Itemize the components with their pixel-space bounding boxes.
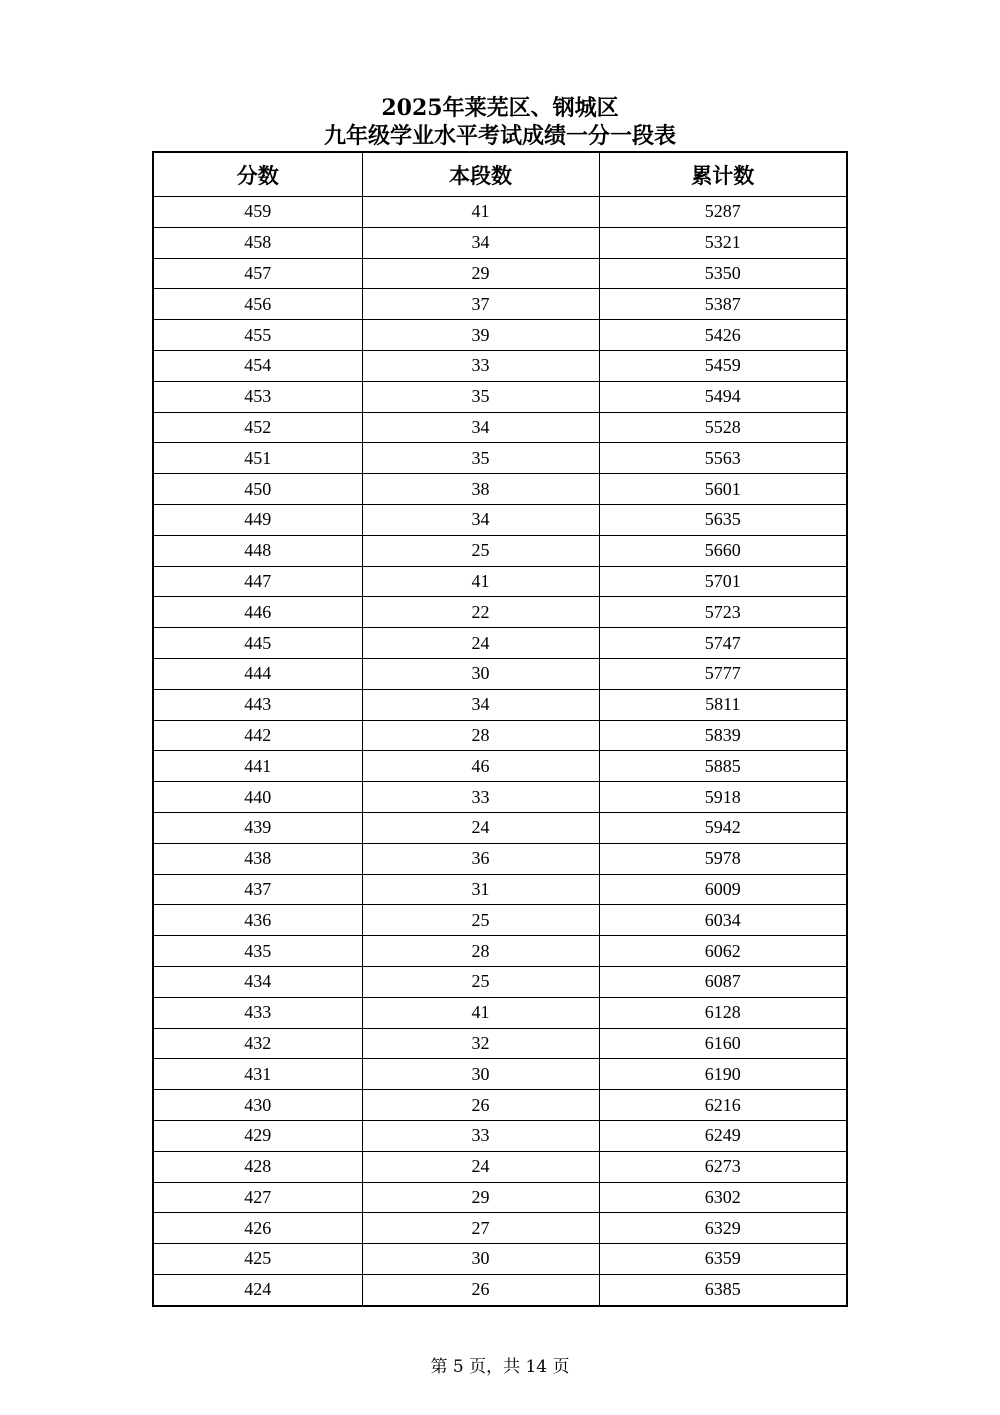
cell-cumulative-count: 6302 [599, 1182, 847, 1213]
table-row [153, 535, 847, 566]
cell-score: 455 [153, 320, 362, 351]
cell-cumulative-count: 5528 [599, 412, 847, 443]
table-row [153, 751, 847, 782]
cell-segment-count: 35 [362, 443, 599, 474]
cell-cumulative-count: 6329 [599, 1213, 847, 1244]
table-row [153, 1274, 847, 1305]
cell-score: 452 [153, 412, 362, 443]
cell-cumulative-count: 5387 [599, 289, 847, 320]
table-row [153, 812, 847, 843]
cell-segment-count: 28 [362, 720, 599, 751]
cell-cumulative-count: 6009 [599, 874, 847, 905]
table-row [153, 443, 847, 474]
cell-score: 448 [153, 535, 362, 566]
table-row [153, 320, 847, 351]
cell-score: 458 [153, 227, 362, 258]
table-header-row [153, 152, 847, 197]
cell-segment-count: 30 [362, 1244, 599, 1275]
cell-segment-count: 34 [362, 227, 599, 258]
table-row [153, 1182, 847, 1213]
cell-cumulative-count: 5459 [599, 350, 847, 381]
table-row [153, 843, 847, 874]
cell-score: 428 [153, 1151, 362, 1182]
cell-segment-count: 29 [362, 1182, 599, 1213]
table-row [153, 1090, 847, 1121]
cell-cumulative-count: 5494 [599, 381, 847, 412]
cell-segment-count: 24 [362, 1151, 599, 1182]
cell-segment-count: 37 [362, 289, 599, 320]
cell-score: 425 [153, 1244, 362, 1275]
cell-segment-count: 41 [362, 997, 599, 1028]
cell-cumulative-count: 5563 [599, 443, 847, 474]
cell-score: 454 [153, 350, 362, 381]
cell-segment-count: 38 [362, 474, 599, 505]
cell-score: 450 [153, 474, 362, 505]
cell-segment-count: 33 [362, 350, 599, 381]
cell-cumulative-count: 5660 [599, 535, 847, 566]
cell-score: 433 [153, 997, 362, 1028]
cell-score: 444 [153, 658, 362, 689]
cell-segment-count: 26 [362, 1090, 599, 1121]
table-row [153, 782, 847, 813]
cell-segment-count: 41 [362, 197, 599, 228]
cell-segment-count: 31 [362, 874, 599, 905]
cell-score: 453 [153, 381, 362, 412]
table-row [153, 381, 847, 412]
cell-segment-count: 25 [362, 535, 599, 566]
cell-score: 441 [153, 751, 362, 782]
cell-cumulative-count: 5942 [599, 812, 847, 843]
cell-cumulative-count: 6128 [599, 997, 847, 1028]
cell-score: 446 [153, 597, 362, 628]
cell-cumulative-count: 5701 [599, 566, 847, 597]
cell-score: 436 [153, 905, 362, 936]
cell-cumulative-count: 6190 [599, 1059, 847, 1090]
cell-segment-count: 26 [362, 1274, 599, 1305]
cell-segment-count: 46 [362, 751, 599, 782]
table-row [153, 1059, 847, 1090]
cell-score: 427 [153, 1182, 362, 1213]
table-row [153, 597, 847, 628]
table-row [153, 658, 847, 689]
cell-segment-count: 36 [362, 843, 599, 874]
cell-score: 449 [153, 504, 362, 535]
cell-segment-count: 34 [362, 412, 599, 443]
cell-cumulative-count: 5426 [599, 320, 847, 351]
cell-score: 439 [153, 812, 362, 843]
cell-cumulative-count: 5723 [599, 597, 847, 628]
header-segment-count: 本段数 [362, 152, 599, 197]
header-score: 分数 [153, 152, 362, 197]
document-title-line2: 九年级学业水平考试成绩一分一段表 [323, 123, 676, 149]
cell-segment-count: 35 [362, 381, 599, 412]
cell-segment-count: 32 [362, 1028, 599, 1059]
cell-score: 434 [153, 966, 362, 997]
table-row [153, 966, 847, 997]
cell-segment-count: 34 [362, 689, 599, 720]
table-row [153, 1213, 847, 1244]
score-distribution-table [152, 151, 848, 1307]
cell-segment-count: 24 [362, 628, 599, 659]
document-title-line1: 2025年莱芜区、钢城区 [381, 95, 619, 121]
cell-cumulative-count: 5839 [599, 720, 847, 751]
page-footer: 第 5 页，共 14 页 [430, 1357, 570, 1377]
table-row [153, 1120, 847, 1151]
table-row [153, 628, 847, 659]
cell-score: 443 [153, 689, 362, 720]
table-row [153, 504, 847, 535]
cell-segment-count: 41 [362, 566, 599, 597]
table-row [153, 350, 847, 381]
table-row [153, 1028, 847, 1059]
cell-segment-count: 27 [362, 1213, 599, 1244]
cell-segment-count: 34 [362, 504, 599, 535]
cell-score: 440 [153, 782, 362, 813]
table-row [153, 689, 847, 720]
cell-cumulative-count: 5811 [599, 689, 847, 720]
cell-cumulative-count: 5747 [599, 628, 847, 659]
cell-segment-count: 33 [362, 1120, 599, 1151]
cell-score: 424 [153, 1274, 362, 1305]
cell-segment-count: 30 [362, 1059, 599, 1090]
table-row [153, 905, 847, 936]
table-row [153, 566, 847, 597]
header-cumulative-count: 累计数 [599, 152, 847, 197]
cell-segment-count: 28 [362, 936, 599, 967]
cell-segment-count: 25 [362, 905, 599, 936]
cell-cumulative-count: 6160 [599, 1028, 847, 1059]
cell-score: 430 [153, 1090, 362, 1121]
table-row [153, 474, 847, 505]
table-row [153, 720, 847, 751]
table-row [153, 874, 847, 905]
cell-score: 437 [153, 874, 362, 905]
cell-cumulative-count: 6087 [599, 966, 847, 997]
cell-cumulative-count: 5978 [599, 843, 847, 874]
cell-score: 445 [153, 628, 362, 659]
cell-segment-count: 30 [362, 658, 599, 689]
cell-score: 459 [153, 197, 362, 228]
cell-cumulative-count: 5321 [599, 227, 847, 258]
table-row [153, 1244, 847, 1275]
cell-cumulative-count: 5350 [599, 258, 847, 289]
cell-score: 438 [153, 843, 362, 874]
table-row [153, 258, 847, 289]
cell-segment-count: 39 [362, 320, 599, 351]
cell-score: 456 [153, 289, 362, 320]
cell-segment-count: 25 [362, 966, 599, 997]
table-row [153, 197, 847, 228]
cell-cumulative-count: 6385 [599, 1274, 847, 1305]
cell-cumulative-count: 5777 [599, 658, 847, 689]
cell-cumulative-count: 6359 [599, 1244, 847, 1275]
cell-cumulative-count: 6216 [599, 1090, 847, 1121]
cell-score: 429 [153, 1120, 362, 1151]
cell-score: 442 [153, 720, 362, 751]
table-row [153, 997, 847, 1028]
cell-cumulative-count: 5885 [599, 751, 847, 782]
cell-cumulative-count: 5601 [599, 474, 847, 505]
cell-cumulative-count: 5635 [599, 504, 847, 535]
cell-segment-count: 24 [362, 812, 599, 843]
table-row [153, 1151, 847, 1182]
table-row [153, 936, 847, 967]
cell-score: 451 [153, 443, 362, 474]
cell-score: 457 [153, 258, 362, 289]
cell-cumulative-count: 6273 [599, 1151, 847, 1182]
cell-cumulative-count: 5287 [599, 197, 847, 228]
cell-segment-count: 22 [362, 597, 599, 628]
cell-score: 426 [153, 1213, 362, 1244]
cell-score: 447 [153, 566, 362, 597]
cell-cumulative-count: 5918 [599, 782, 847, 813]
table-row [153, 412, 847, 443]
cell-segment-count: 29 [362, 258, 599, 289]
cell-cumulative-count: 6249 [599, 1120, 847, 1151]
table-row [153, 227, 847, 258]
cell-cumulative-count: 6034 [599, 905, 847, 936]
cell-score: 435 [153, 936, 362, 967]
table-row [153, 289, 847, 320]
cell-cumulative-count: 6062 [599, 936, 847, 967]
cell-segment-count: 33 [362, 782, 599, 813]
cell-score: 432 [153, 1028, 362, 1059]
cell-score: 431 [153, 1059, 362, 1090]
